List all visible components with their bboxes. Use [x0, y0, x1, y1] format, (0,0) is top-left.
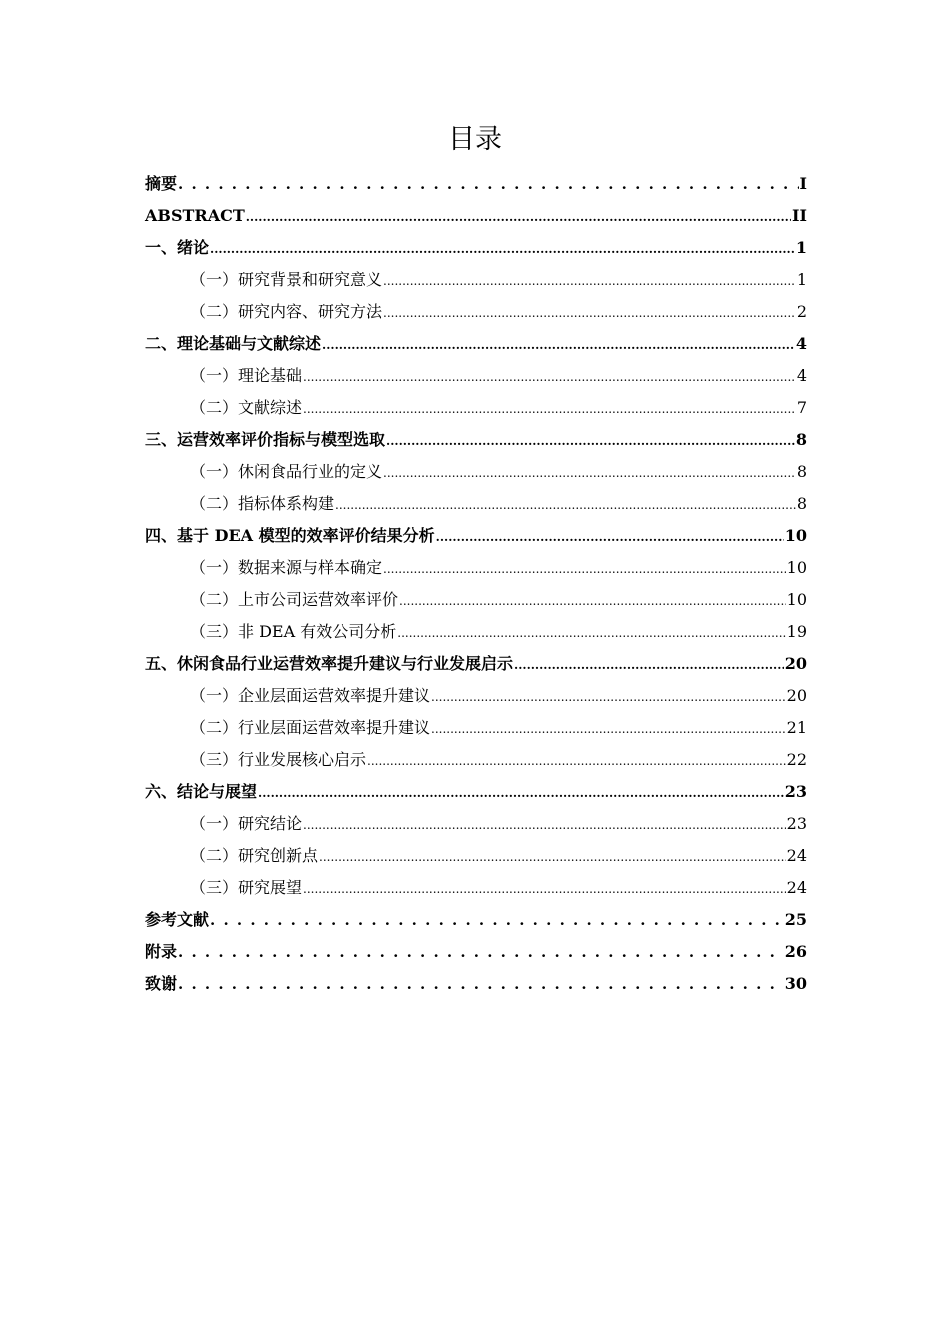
toc-entry-text: 理论基础 [238, 366, 303, 385]
toc-entry-number: （一） [190, 366, 239, 385]
toc-entry-number: 三、 [145, 430, 178, 449]
toc-entry-page: 1 [796, 270, 807, 289]
toc-entry-text: 上市公司运营效率评价 [238, 590, 399, 609]
toc-entry-chapter-2[interactable] [145, 328, 807, 360]
toc-entry-section-2-1[interactable] [145, 360, 807, 392]
toc-entry-section-3-2[interactable] [145, 488, 807, 520]
toc-entry-number: （三） [190, 878, 239, 897]
dot-leader [246, 200, 791, 233]
toc-entry-text: 休闲食品行业运营效率提升建议与行业发展启示 [177, 654, 514, 673]
toc-entry-section-1-2[interactable] [145, 296, 807, 328]
dot-leader [322, 328, 795, 361]
toc-entry-page: 23 [786, 814, 807, 833]
toc-entry-number: 二、 [145, 334, 178, 353]
dot-leader [258, 776, 784, 809]
toc-entry-text: 数据来源与样本确定 [238, 558, 383, 577]
toc-entry-page: 10 [786, 590, 807, 609]
toc-entry-page: 1 [795, 238, 807, 257]
toc-entry-number: （一） [190, 270, 239, 289]
dot-leader [383, 552, 786, 585]
dot-leader [383, 296, 796, 329]
toc-entry-page: 24 [786, 846, 807, 865]
dot-leader [399, 584, 786, 617]
toc-entry-number: （一） [190, 558, 239, 577]
dot-leader [367, 744, 786, 777]
toc-entry-page: 20 [784, 654, 807, 673]
toc-entry-section-4-1[interactable] [145, 552, 807, 584]
dot-leader [178, 936, 784, 968]
toc-entry-appendix[interactable] [145, 936, 807, 968]
toc-title: 目录 [448, 124, 502, 155]
toc-entry-section-2-2[interactable] [145, 392, 807, 424]
toc-entry-page: 8 [796, 462, 807, 481]
toc-entry-section-6-1[interactable] [145, 808, 807, 840]
toc-entry-text: 结论与展望 [177, 782, 258, 801]
toc-entry-page: 20 [786, 686, 807, 705]
dot-leader [303, 808, 786, 841]
toc-entry-section-1-1[interactable] [145, 264, 807, 296]
toc-entry-section-5-3[interactable] [145, 744, 807, 776]
toc-entry-page: 23 [784, 782, 807, 801]
toc-entry-number: 四、 [145, 526, 178, 545]
toc-entry-number: （二） [190, 590, 239, 609]
toc-entry-text: 研究创新点 [238, 846, 319, 865]
toc-entry-text: 研究结论 [238, 814, 303, 833]
toc-entry-text: 非 DEA 有效公司分析 [238, 622, 397, 641]
toc-entry-page: 24 [786, 878, 807, 897]
toc-entry-chapter-1[interactable] [145, 232, 807, 264]
dot-leader [436, 520, 784, 553]
dot-leader [335, 488, 796, 521]
toc-entry-page: 7 [796, 398, 807, 417]
toc-entry-text: 文献综述 [238, 398, 303, 417]
toc-entry-number: （一） [190, 462, 239, 481]
toc-entry-page: 25 [784, 910, 807, 929]
toc-entry-chapter-3[interactable] [145, 424, 807, 456]
toc-entry-text: 理论基础与文献综述 [177, 334, 322, 353]
toc-entry-abstract-cn[interactable] [145, 168, 807, 200]
toc-entry-text: 绪论 [177, 238, 210, 257]
toc-entry-number: 五、 [145, 654, 178, 673]
toc-entry-page: 4 [795, 334, 807, 353]
dot-leader [210, 904, 784, 936]
toc-entry-number: （一） [190, 686, 239, 705]
toc-entry-number: （二） [190, 494, 239, 513]
toc-entry-section-4-3[interactable] [145, 616, 807, 648]
toc-entry-text: 摘要 [145, 174, 178, 193]
dot-leader [178, 968, 784, 1000]
toc-entry-text: 行业层面运营效率提升建议 [238, 718, 431, 737]
toc-entry-number: （三） [190, 750, 239, 769]
toc-entry-chapter-6[interactable] [145, 776, 807, 808]
table-of-contents [145, 168, 807, 1000]
toc-entry-number: （三） [190, 622, 239, 641]
dot-leader [178, 168, 799, 200]
toc-entry-text: 致谢 [145, 974, 178, 993]
toc-entry-page: 4 [796, 366, 807, 385]
toc-entry-text: 休闲食品行业的定义 [238, 462, 383, 481]
toc-entry-references[interactable] [145, 904, 807, 936]
toc-entry-text: 运营效率评价指标与模型选取 [177, 430, 386, 449]
toc-entry-section-5-2[interactable] [145, 712, 807, 744]
toc-entry-number: （二） [190, 846, 239, 865]
toc-entry-chapter-4[interactable] [145, 520, 807, 552]
toc-entry-page: 26 [784, 942, 807, 961]
toc-entry-text: 研究背景和研究意义 [238, 270, 383, 289]
toc-entry-number: 六、 [145, 782, 178, 801]
dot-leader [383, 264, 796, 297]
dot-leader [514, 648, 784, 681]
dot-leader [210, 232, 795, 265]
toc-entry-text: 参考文献 [145, 910, 210, 929]
toc-entry-text: 研究内容、研究方法 [238, 302, 383, 321]
toc-entry-text: ABSTRACT [145, 206, 245, 225]
toc-entry-number: （一） [190, 814, 239, 833]
toc-entry-number: （二） [190, 718, 239, 737]
toc-entry-page: 8 [795, 430, 807, 449]
dot-leader [431, 680, 786, 713]
toc-entry-page: 22 [786, 750, 807, 769]
toc-entry-page: Ⅰ [799, 174, 807, 193]
toc-entry-section-3-1[interactable] [145, 456, 807, 488]
toc-entry-section-6-3[interactable] [145, 872, 807, 904]
toc-entry-page: 2 [796, 302, 807, 321]
toc-entry-chapter-5[interactable] [145, 648, 807, 680]
toc-entry-page: II [792, 206, 807, 225]
dot-leader [303, 872, 786, 905]
dot-leader [319, 840, 786, 873]
dot-leader [383, 456, 796, 489]
toc-entry-page: 30 [784, 974, 807, 993]
dot-leader [386, 424, 795, 457]
toc-entry-number: （二） [190, 302, 239, 321]
toc-entry-page: 8 [796, 494, 807, 513]
toc-entry-page: 10 [786, 558, 807, 577]
toc-entry-page: 21 [786, 718, 807, 737]
toc-entry-text: 基于 DEA 模型的效率评价结果分析 [177, 526, 435, 545]
toc-entry-page: 19 [786, 622, 807, 641]
toc-entry-abstract-en[interactable] [145, 200, 807, 232]
toc-entry-text: 指标体系构建 [238, 494, 335, 513]
toc-entry-section-5-1[interactable] [145, 680, 807, 712]
toc-entry-text: 附录 [145, 942, 178, 961]
toc-entry-text: 行业发展核心启示 [238, 750, 367, 769]
dot-leader [303, 360, 796, 393]
dot-leader [431, 712, 786, 745]
dot-leader [397, 616, 785, 649]
toc-entry-text: 企业层面运营效率提升建议 [238, 686, 431, 705]
toc-entry-section-4-2[interactable] [145, 584, 807, 616]
toc-entry-number: 一、 [145, 238, 178, 257]
dot-leader [303, 392, 796, 425]
toc-entry-number: （二） [190, 398, 239, 417]
toc-entry-page: 10 [784, 526, 807, 545]
toc-entry-acknowledgements[interactable] [145, 968, 807, 1000]
toc-entry-section-6-2[interactable] [145, 840, 807, 872]
toc-entry-text: 研究展望 [238, 878, 303, 897]
